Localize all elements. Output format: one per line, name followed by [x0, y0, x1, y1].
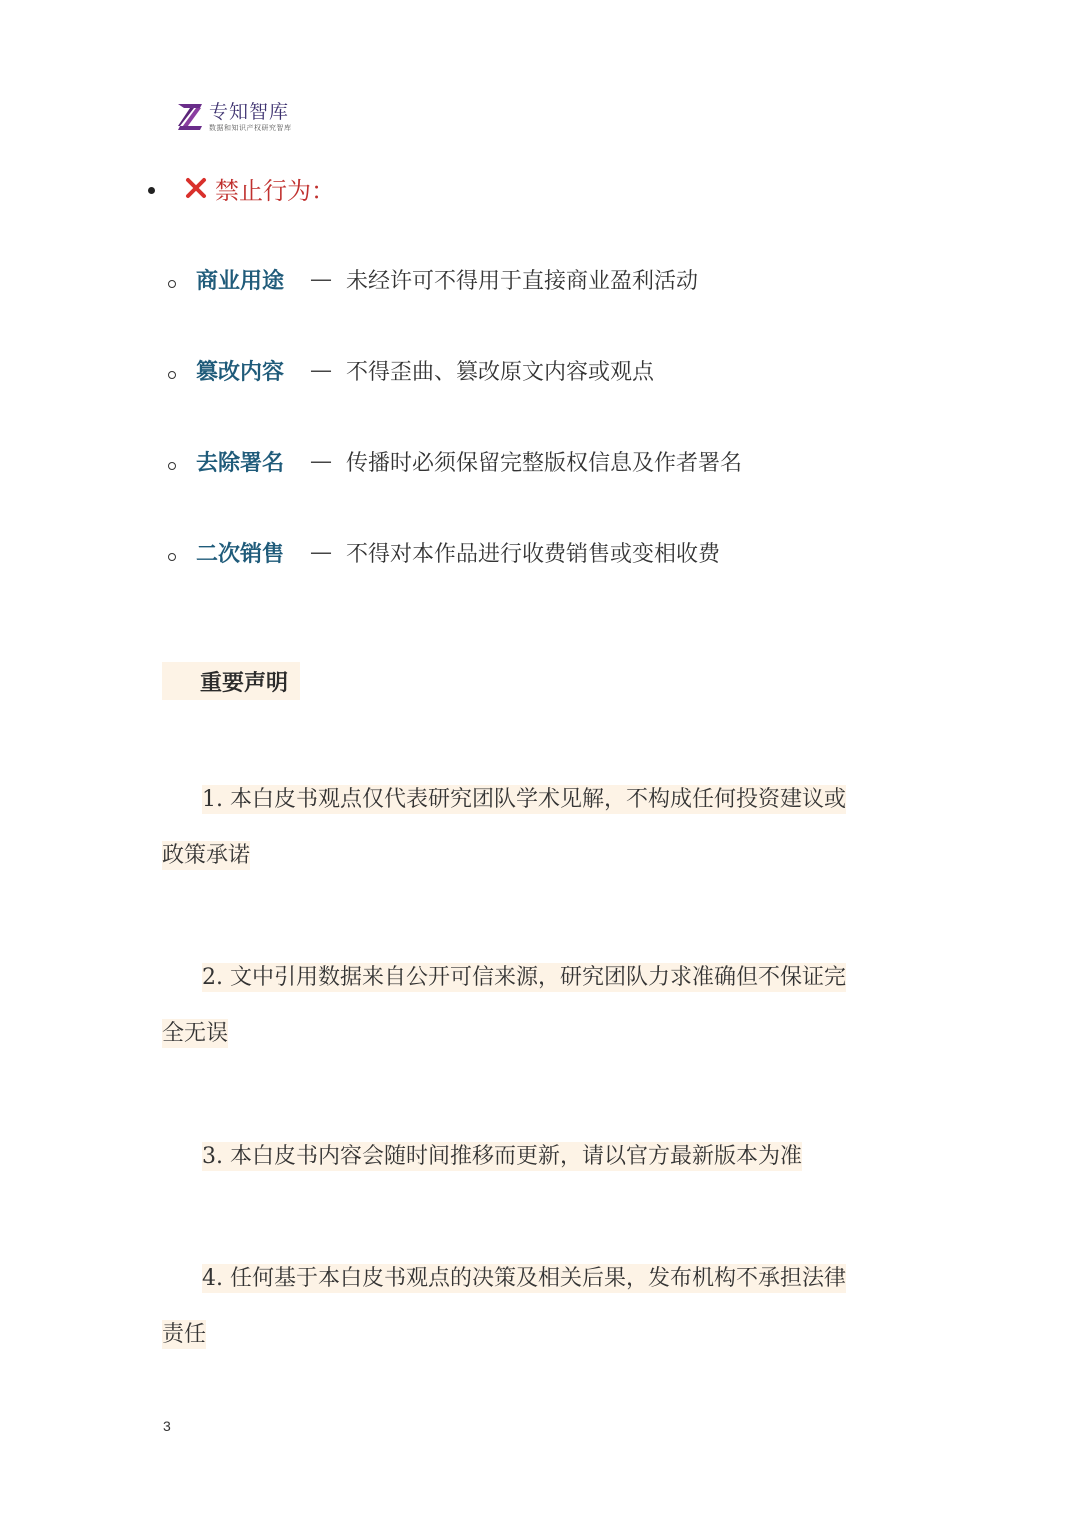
notice-item [162, 958, 922, 1054]
prohibited-label: 禁止行为： [215, 176, 335, 205]
bullet-circle [168, 462, 176, 470]
rule-dash: — [310, 448, 333, 474]
rule-desc: 未经许可不得用于直接商业盈利活动 [346, 268, 699, 294]
rule-dash: — [310, 357, 333, 383]
notice-title: 重要声明 [200, 670, 289, 696]
rule-dash: — [310, 266, 333, 292]
bullet-dot [148, 187, 155, 194]
notice-item [162, 1137, 922, 1177]
rule-desc: 传播时必须保留完整版权信息及作者署名 [346, 450, 743, 476]
notice-text: 3. 本白皮书内容会随时间推移而更新，请以官方最新版本为准 [202, 1144, 802, 1169]
page-number: 3 [163, 1418, 171, 1434]
logo-subtitle: 数据和知识产权研究智库 [209, 123, 292, 132]
notice-text: 1. 本白皮书观点仅代表研究团队学术见解，不构成任何投资建议或 [202, 787, 846, 812]
bullet-circle [168, 371, 176, 379]
rule-item [168, 441, 742, 481]
rule-term: 篡改内容 [196, 359, 285, 385]
rule-desc: 不得歪曲、篡改原文内容或观点 [346, 359, 655, 385]
cross-icon [185, 177, 207, 199]
rule-item [168, 259, 698, 299]
logo-mark-icon [176, 102, 204, 132]
rule-term: 商业用途 [196, 268, 285, 294]
rule-term: 去除署名 [196, 450, 285, 476]
notice-item [162, 1259, 922, 1355]
notice-text: 政策承诺 [162, 843, 251, 868]
notice-text: 责任 [162, 1322, 207, 1347]
prohibited-heading [148, 168, 335, 208]
bullet-circle [168, 280, 176, 288]
logo-title: 专知智库 [209, 100, 290, 123]
notice-text: 4. 任何基于本白皮书观点的决策及相关后果，发布机构不承担法律 [202, 1266, 846, 1291]
notice-heading [162, 662, 300, 700]
bullet-circle [168, 553, 176, 561]
notice-item [162, 780, 922, 876]
notice-text: 全无误 [162, 1021, 229, 1046]
rule-item [168, 350, 654, 390]
rule-dash: — [310, 539, 333, 565]
rule-desc: 不得对本作品进行收费销售或变相收费 [346, 541, 721, 567]
notice-text: 2. 文中引用数据来自公开可信来源，研究团队力求准确但不保证完 [202, 965, 846, 990]
header-logo [176, 100, 292, 134]
rule-term: 二次销售 [196, 541, 285, 567]
rule-item [168, 532, 720, 572]
